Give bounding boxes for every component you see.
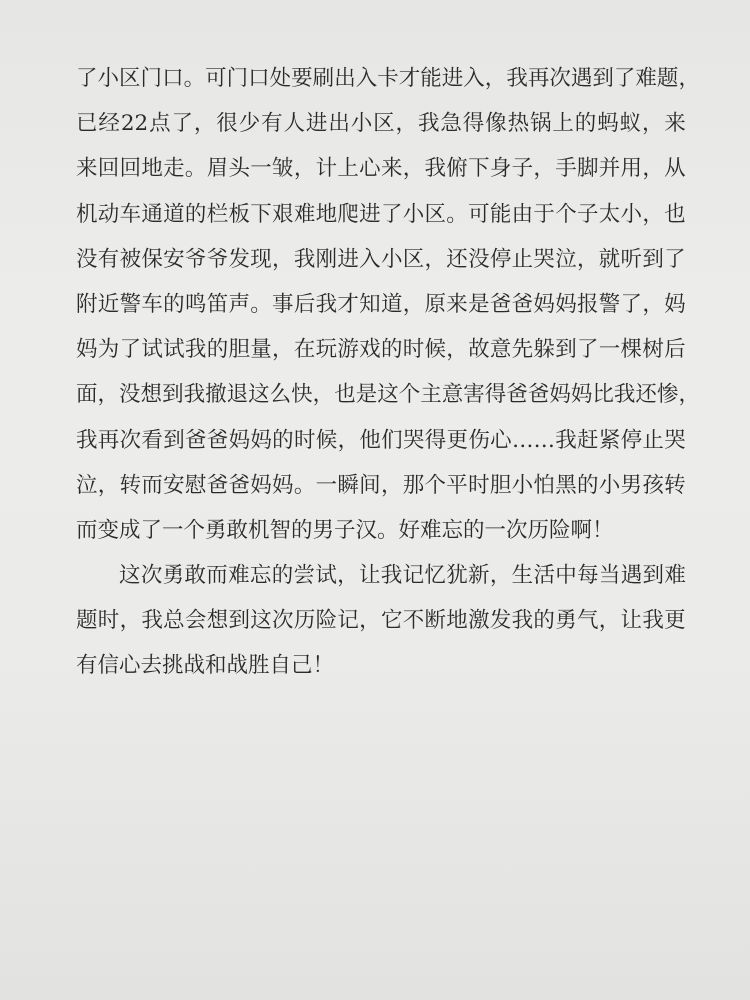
document-body xyxy=(76,56,700,689)
text-line: 来 回 回 地 走 。 眉 头 一 皱 ， 计 上 心 来 ， 我 俯 下 身 子 ， 手 脚 并 用 ， 从 xyxy=(76,156,686,182)
text-line: 有信心去挑战和战胜自己！ xyxy=(76,653,335,679)
paragraph-2 xyxy=(76,553,686,689)
text-line: 泣 ， 转 而 安 慰 爸 爸 妈 妈 。 一 瞬 间 ， 那 个 平 时 胆 小 怕 黑 的 小 男 孩 转 xyxy=(76,472,686,498)
text-line: 而变成了一个勇敢机智的男子汉。好难忘的一次历险啊！ xyxy=(76,517,614,543)
text-line: 没 有 被 保 安 爷 爷 发 现 ， 我 刚 进 入 小 区 ， 还 没 停 止 哭 泣 ， 就 听 到 了 xyxy=(76,246,686,272)
text-line: 了 小 区 门 口 。 可 门 口 处 要 刷 出 入 卡 才 能 进 入 ， 我 再 次 遇 到 了 难 题 ， xyxy=(76,66,700,91)
text-line: 机 动 车 通 道 的 栏 板 下 艰 难 地 爬 进 了 小 区 。 可 能 由 于 个 子 太 小 ， 也 xyxy=(76,201,686,227)
text-line: 附 近 警 车 的 鸣 笛 声 。 事 后 我 才 知 道 ， 原 来 是 爸 爸 妈 妈 报 警 了 ， 妈 xyxy=(76,291,686,317)
text-line: 我 再 次 看 到 爸 爸 妈 妈 的 时 候 ， 他 们 哭 得 更 伤 心 …… 我 赶 紧 停 止 哭 xyxy=(76,427,686,453)
paragraph-1 xyxy=(76,56,700,553)
text-line: 妈 为 了 试 试 我 的 胆 量 ， 在 玩 游 戏 的 时 候 ， 故 意 先 躲 到 了 一 棵 树 后 xyxy=(76,337,686,363)
text-line: 题 时 ， 我 总 会 想 到 这 次 历 险 记 ， 它 不 断 地 激 发 我 的 勇 气 ， 让 我 更 xyxy=(76,608,686,634)
text-line: 已 经 22 点 了 ， 很 少 有 人 进 出 小 区 ， 我 急 得 像 热 锅 上 的 蚂 蚁 ， 来 xyxy=(76,111,686,137)
text-line: 这 次 勇 敢 而 难 忘 的 尝 试 ， 让 我 记 忆 犹 新 ， 生 活 中 每 当 遇 到 难 xyxy=(119,563,686,589)
text-line: 面 ， 没 想 到 我 撤 退 这 么 快 ， 也 是 这 个 主 意 害 得 爸 爸 妈 妈 比 我 还 惨 ， xyxy=(76,382,700,408)
